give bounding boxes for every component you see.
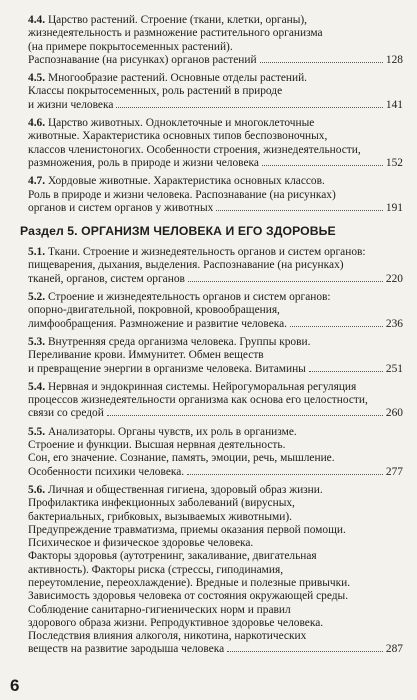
toc-entry-text: Личная и общественная гигиена, здоровый образ жизни. xyxy=(47,483,323,496)
dot-leader xyxy=(107,415,383,416)
toc-entry-line xyxy=(28,259,403,272)
toc-entry-page: 141 xyxy=(385,98,403,111)
toc-entry-line xyxy=(28,304,403,317)
toc-entry-line xyxy=(28,246,403,259)
toc-entry-text: опорно-двигательной, покровной, кровообращения, xyxy=(28,304,280,317)
toc-entry xyxy=(28,117,403,170)
dot-leader xyxy=(260,62,383,63)
toc-entry-line xyxy=(28,537,403,550)
toc-entry-last-line xyxy=(28,643,403,656)
toc-entry-text: Последствия влияния алкоголя, никотина, наркотических xyxy=(28,630,307,643)
toc-entry xyxy=(28,291,403,331)
toc-entry-text: животные. Характеристика основных типов беспозвоночных, xyxy=(28,130,328,143)
toc-entry-text: бактериальных, грибковых, вызываемых животными). xyxy=(28,510,292,523)
toc-entry-line xyxy=(28,336,403,349)
toc-entry-text: Строение и функции. Высшая нервная деятельность. xyxy=(28,439,286,452)
toc-entry-line xyxy=(28,550,403,563)
section-heading: Раздел 5. ОРГАНИЗМ ЧЕЛОВЕКА И ЕГО ЗДОРОВЬЕ xyxy=(20,224,336,239)
toc-entry-last-line xyxy=(28,202,403,215)
toc-entry-last-line xyxy=(28,54,403,67)
toc-entry-text: пищеварения, дыхания, выделения. Распознавание (на рисунках) xyxy=(28,259,344,272)
toc-entry-line xyxy=(28,85,403,98)
toc-entry-text: активность). Факторы риска (стрессы, гиподинамия, xyxy=(28,563,284,576)
page-number: 6 xyxy=(10,676,20,695)
toc-entry-text: связи со средой xyxy=(28,407,104,420)
toc-entry-line xyxy=(28,130,403,143)
toc-entry-line xyxy=(28,484,403,497)
toc-entry-text: размножения, роль в природе и жизни человека xyxy=(28,156,259,169)
toc-entry xyxy=(28,72,403,112)
toc-entry xyxy=(28,484,403,657)
toc-entry-number: 4.4. xyxy=(28,14,46,26)
toc-entry xyxy=(28,381,403,421)
toc-entry-text: Распознавание (на рисунках) органов растений xyxy=(28,53,257,66)
toc-entry-text: Переливание крови. Иммунитет. Обмен веществ xyxy=(28,349,264,362)
toc-entry-last-line xyxy=(28,99,403,112)
toc-entry-line xyxy=(28,524,403,537)
toc-entry-line xyxy=(28,452,403,465)
toc-entry-text: Царство растений. Строение (ткани, клетки, органы), xyxy=(47,14,308,26)
dot-leader xyxy=(116,107,383,108)
toc-entry-number: 5.3. xyxy=(28,335,46,348)
toc-entry-last-line xyxy=(28,466,403,479)
toc-entry-page: 287 xyxy=(385,643,403,656)
toc-entry-number: 5.5. xyxy=(28,425,46,438)
toc-entry-page: 277 xyxy=(385,465,403,478)
toc-entry-last-line xyxy=(28,363,403,376)
toc-entry-line xyxy=(28,511,403,524)
dot-leader xyxy=(309,371,383,372)
toc-entry-last-line xyxy=(28,318,403,331)
toc-entry-text: Соблюдение санитарно-гигиенических норм и правил xyxy=(28,603,291,616)
toc-entry-text: Многообразие растений. Основные отделы растений. xyxy=(47,72,308,85)
toc-entry-text: жизнедеятельность и размножение растительного организма xyxy=(28,27,323,40)
toc-entry-page: 236 xyxy=(385,317,403,330)
toc-entry xyxy=(28,175,403,215)
toc-entry-text: Классы покрытосеменных, роль растений в природе xyxy=(28,85,283,98)
toc-entry-line xyxy=(28,590,403,603)
toc-entry-text: и жизни человека xyxy=(28,98,114,111)
dot-leader xyxy=(262,165,383,166)
toc-entry-text: Строение и жизнедеятельность органов и систем органов: xyxy=(47,291,331,304)
dot-leader xyxy=(216,210,383,211)
toc-entry-last-line xyxy=(28,157,403,170)
toc-entry-text: Факторы здоровья (аутотренинг, закаливание, двигательная xyxy=(28,550,317,563)
toc-entry-number: 5.4. xyxy=(28,380,46,393)
toc-entry-page: 191 xyxy=(385,201,403,214)
toc-entry-text: Нервная и эндокринная системы. Нейрогуморальная регуляция xyxy=(47,380,357,393)
toc-entry-line xyxy=(28,617,403,630)
toc-entry-line xyxy=(28,577,403,590)
toc-entry-text: лимфообращения. Размножение и развитие человека. xyxy=(28,317,288,330)
toc-entry-last-line xyxy=(28,273,403,286)
toc-list-b xyxy=(28,246,403,657)
toc-entry-page: 260 xyxy=(385,407,403,420)
toc-entry-text: Профилактика инфекционных заболеваний (вирусных, xyxy=(28,497,295,510)
toc-entry-line xyxy=(28,175,403,188)
toc-entry-line xyxy=(28,604,403,617)
toc-entry-text: (на примере покрытосеменных растений). xyxy=(28,40,233,53)
dot-leader xyxy=(290,326,383,327)
toc-entry-line xyxy=(28,349,403,362)
toc-entry-text: Хордовые животные. Характеристика основных классов. xyxy=(47,175,325,188)
toc-entry-text: Психическое и физическое здоровье человека. xyxy=(28,537,254,550)
toc-entry-text: Внутренняя среда организма человека. Группы крови. xyxy=(47,335,311,348)
toc-entry-text: Анализаторы. Органы чувств, их роль в организме. xyxy=(47,425,297,438)
toc-entry-text: классов членистоногих. Особенности строения, жизнедеятельности, xyxy=(28,143,361,156)
toc-entry-text: здорового образа жизни. Репродуктивное здоровье человека. xyxy=(28,616,324,629)
toc-entry-text: Предупреждение травматизма, приемы оказания первой помощи. xyxy=(28,523,346,536)
toc-entry-last-line xyxy=(28,407,403,420)
toc-entry-line xyxy=(28,426,403,439)
toc-entry-text: Царство животных. Одноклеточные и многоклеточные xyxy=(47,117,315,130)
toc-entry xyxy=(28,336,403,376)
dot-leader xyxy=(227,651,383,652)
toc-entry-line xyxy=(28,381,403,394)
toc-entry xyxy=(28,14,403,67)
toc-entry xyxy=(28,246,403,286)
toc-entry-line xyxy=(28,72,403,85)
toc-entry-page: 152 xyxy=(385,156,403,169)
toc-entry-page: 251 xyxy=(385,362,403,375)
toc-entry-line xyxy=(28,439,403,452)
toc-entry-line xyxy=(28,291,403,304)
toc-entry-number: 4.5. xyxy=(28,72,46,85)
toc-entry-line xyxy=(28,564,403,577)
toc-entry-text: Ткани. Строение и жизнедеятельность органов и систем органов: xyxy=(47,246,366,259)
toc-entry-line xyxy=(28,189,403,202)
toc-entry-text: Зависимость здоровья человека от состояния окружающей среды. xyxy=(28,590,349,603)
toc-entry xyxy=(28,426,403,479)
toc-entry-number: 5.1. xyxy=(28,246,46,259)
toc-entry-text: процессов жизнедеятельности организма как основа его целостности, xyxy=(28,394,368,407)
toc-entry-text: Сон, его значение. Сознание, память, эмоции, речь, мышление. xyxy=(28,452,335,465)
toc-entry-number: 4.6. xyxy=(28,117,46,130)
toc-entry-line xyxy=(28,497,403,510)
toc-entry-text: и превращение энергии в организме человека. Витамины xyxy=(28,362,306,375)
toc-entry-text: Роль в природе и жизни человека. Распознавание (на рисунках) xyxy=(28,188,336,201)
toc-entry-page: 128 xyxy=(385,53,403,66)
toc-entry-text: тканей, органов, систем органов xyxy=(28,272,185,285)
toc-entry-number: 4.7. xyxy=(28,175,46,188)
dot-leader xyxy=(187,474,383,475)
toc-entry-number: 5.2. xyxy=(28,291,46,304)
toc-entry-page: 220 xyxy=(385,272,403,285)
toc-entry-text: Особенности психики человека. xyxy=(28,465,185,478)
dot-leader xyxy=(188,281,383,282)
toc-entry-line xyxy=(28,630,403,643)
toc-entry-line xyxy=(28,144,403,157)
toc-entry-line xyxy=(28,117,403,130)
toc-entry-line xyxy=(28,27,403,40)
toc-entry-line xyxy=(28,14,403,27)
toc-entry-text: переутомление, переохлаждение). Вредные и полезные привычки. xyxy=(28,576,351,589)
toc-entry-text: веществ на развитие зародыша человека xyxy=(28,643,225,656)
toc-entry-text: органов и систем органов у животных xyxy=(28,201,214,214)
toc-entry-line xyxy=(28,41,403,54)
toc-entry-line xyxy=(28,394,403,407)
toc-list-a xyxy=(28,14,403,215)
toc-entry-number: 5.6. xyxy=(28,483,46,496)
